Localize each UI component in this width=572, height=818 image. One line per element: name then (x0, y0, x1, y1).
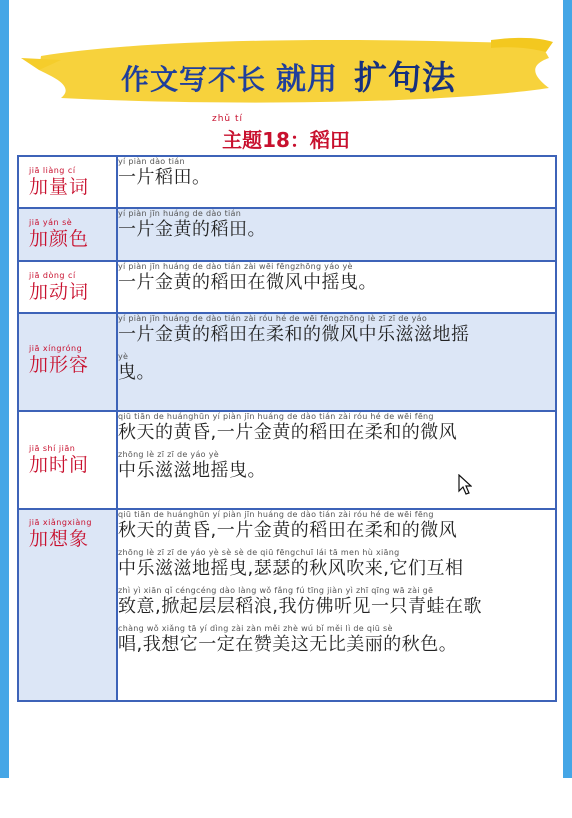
row-label-pinyin: jiā dòng cí (29, 271, 76, 280)
table-row (18, 156, 556, 208)
sentence-pinyin: yí piàn jīn huáng de dào tián (118, 209, 242, 218)
sentence-text: 中乐滋滋地摇曳,瑟瑟的秋风吹来,它们互相 (118, 558, 464, 579)
sentence-line (118, 450, 555, 482)
sentence-line (118, 157, 555, 189)
title-part-3: 扩句法 (354, 58, 456, 97)
sentence-pinyin: yí piàn jīn huáng de dào tián zài wēi fēngzhōng yáo yè (118, 262, 353, 271)
sentence-pinyin: qiū tiān de huánghūn yí piàn jīn huáng de dào tián zài róu hé de wēi fēng (118, 412, 434, 421)
table-row (18, 411, 556, 509)
sentence-text: 中乐滋滋地摇曳。 (118, 460, 266, 481)
title-part-1: 作文写不长 (120, 63, 266, 96)
table-row (18, 208, 556, 261)
title-part-2: 就用 (276, 62, 338, 97)
sentence-line (118, 548, 555, 580)
row-label: 加动词 (29, 281, 90, 303)
table-row (18, 313, 556, 411)
row-label-pinyin: jiā xíngróng (29, 344, 83, 353)
sentence-text: 秋天的黄昏,一片金黄的稻田在柔和的微风 (118, 422, 458, 443)
row-label-pinyin: jiā yán sè (29, 218, 73, 227)
row-label: 加时间 (29, 454, 90, 476)
expansion-table (17, 155, 557, 702)
row-label-pinyin: jiā liàng cí (29, 166, 76, 175)
subtitle: 主题18：稻田 (222, 128, 350, 152)
sentence-pinyin: yí piàn jīn huáng de dào tián zài róu hé de wēi fēngzhōng lè zī zī de yáo (118, 314, 428, 323)
sentence-line (118, 510, 555, 542)
sentence-line (118, 262, 555, 294)
sentence-line (118, 352, 555, 384)
sentence-pinyin: zhōng lè zī zī de yáo yè (118, 450, 219, 459)
sentence-pinyin: zhōng lè zī zī de yáo yè sè sè de qiū fēngchuī lái tā men hù xiāng (118, 548, 400, 557)
sentence-line (118, 586, 555, 618)
banner-title (21, 52, 556, 99)
sentence-text: 秋天的黄昏,一片金黄的稻田在柔和的微风 (118, 520, 458, 541)
sentence-line (118, 314, 555, 346)
right-border-bar (563, 0, 572, 778)
sentence-text: 致意,掀起层层稻浪,我仿佛听见一只青蛙在歌 (118, 596, 482, 617)
table-row (18, 509, 556, 701)
sentence-pinyin: zhì yì xiān qǐ céngcéng dào làng wǒ fǎng fú tīng jiàn yì zhī qīng wā zài gē (118, 586, 434, 595)
sentence-line (118, 209, 555, 241)
sentence-text: 唱,我想它一定在赞美这无比美丽的秋色。 (118, 634, 458, 655)
sentence-line (118, 624, 555, 656)
row-label-pinyin: jiā xiǎngxiàng (29, 518, 92, 527)
row-label: 加颜色 (29, 228, 90, 250)
sentence-line (118, 412, 555, 444)
sentence-pinyin: yè (118, 352, 129, 361)
subtitle-pinyin: zhǔ tí (212, 114, 244, 124)
sentence-pinyin: chàng wǒ xiǎng tā yí dìng zài zàn měi zhè wú bǐ měi lì de qiū sè (118, 624, 393, 633)
table-row (18, 261, 556, 313)
sentence-text: 一片金黄的稻田在微风中摇曳。 (118, 272, 377, 293)
title-banner (21, 18, 556, 118)
row-label: 加形容 (29, 354, 90, 376)
sentence-pinyin: qiū tiān de huánghūn yí piàn jīn huáng de dào tián zài róu hé de wēi fēng (118, 510, 434, 519)
row-label: 加量词 (29, 176, 90, 198)
row-label: 加想象 (29, 528, 90, 550)
row-label-pinyin: jiā shí jiān (29, 444, 76, 453)
sentence-text: 曳。 (118, 362, 155, 383)
left-border-bar (0, 0, 9, 778)
sentence-pinyin: yí piàn dào tián (118, 157, 185, 166)
sentence-text: 一片金黄的稻田在柔和的微风中乐滋滋地摇 (118, 324, 470, 345)
worksheet (9, 0, 563, 778)
sentence-text: 一片稻田。 (118, 167, 211, 188)
sentence-text: 一片金黄的稻田。 (118, 219, 266, 240)
mouse-pointer-icon (458, 474, 472, 496)
